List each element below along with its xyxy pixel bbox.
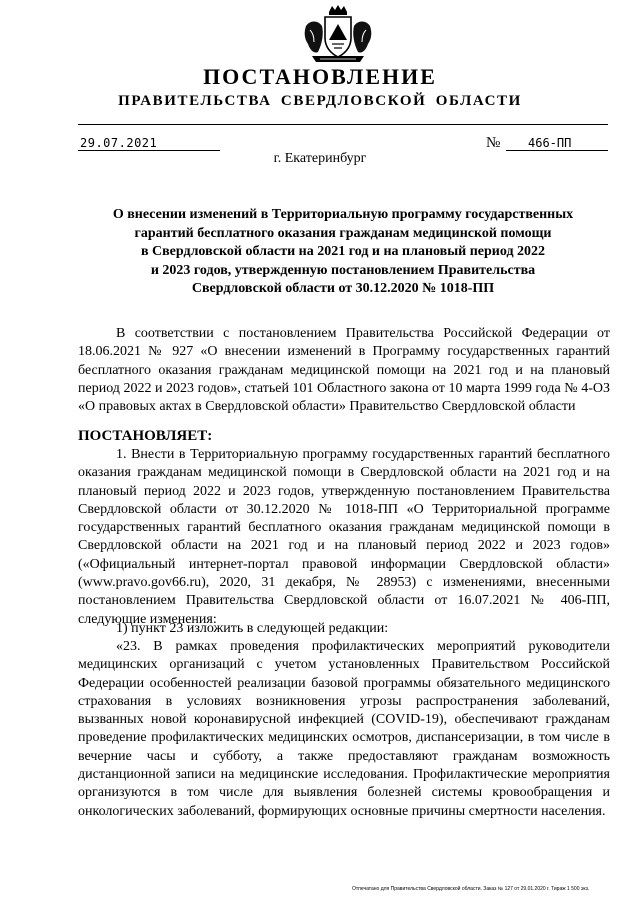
document-date: 29.07.2021: [78, 136, 220, 151]
heading-line: в Свердловской области на 2021 год и на плановый период 2022: [140, 244, 546, 259]
preamble-paragraph: [78, 325, 610, 416]
number-sign-label: №: [486, 135, 501, 151]
item-1-text: 1. Внести в Территориальную программу государственных гарантий бесплатного оказания гражданам медицинской помощи в Свердловской области на 2021 год и на плановый период 2022 и 2023 годов, утвержденную постановлением Правительства Свердловской области от 30.12.2020 № 1018-ПП «О Территориальной программе государственных гарантий бесплатного оказания гражданам медицинской помощи в Свердловской области на 2021 год и на плановый период 2022 и 2023 годов» («Официальный интернет-портал правовой информации Свердловской области» (www.pravo.gov66.ru), 2020, 31 декабря, № 28953) с изменениями, внесенными постановлением Правительства Свердловской области от 16.07.2021 № 406-ПП, следующие изменения:: [78, 447, 610, 627]
heading-line: и 2023 годов, утвержденную постановлением Правительства: [150, 262, 536, 278]
heading-line: Свердловской области от 30.12.2020 № 1018-ПП: [191, 281, 495, 296]
issuing-body-title: ПРАВИТЕЛЬСТВА СВЕРДЛОВСКОЙ ОБЛАСТИ: [118, 93, 522, 109]
coat-of-arms-emblem: [298, 4, 378, 66]
city-label: г. Екатеринбург: [273, 151, 367, 166]
header-divider: [78, 124, 608, 125]
quoted-clause-23: [78, 638, 610, 821]
document-heading: [80, 206, 606, 299]
print-footer-note: Отпечатано для Правительства Свердловской области. Заказ № 127 от 29.01.2020 г. Тираж 1 500 экз.: [352, 886, 590, 892]
quoted-clause-text: «23. В рамках проведения профилактических мероприятий руководители медицинских организаций с учетом установленных Правительством Российской Федерации особенностей реализации базовой программы обязательного медицинского страхования в условиях возникновения угрозы распространения заболеваний, вызванных новой коронавирусной инфекцией (COVID-19), обеспечивают гражданам проведение профилактических медицинских осмотров, диспансеризации, в том числе в вечерние часы и субботу, а также предоставляют гражданам возможность дистанционной записи на медицинские исследования. Профилактические мероприятия организуются в том числе для выявления болезней системы кровообращения и онкологических заболеваний, формирующих основные причины смертности населения.: [78, 639, 610, 819]
heading-line: О внесении изменений в Территориальную программу государственных: [112, 207, 574, 222]
item-1-paragraph: [78, 446, 610, 629]
heading-line: гарантий бесплатного оказания гражданам медицинской помощи: [134, 225, 552, 241]
preamble-text: В соответствии с постановлением Правительства Российской Федерации от 18.06.2021 № 927 «О внесении изменений в Программу государственных гарантий бесплатного оказания гражданам медицинской помощи на 2021 год и на плановый период 2022 и 2023 годов», статьей 101 Областного закона от 10 марта 1999 года № 4-ОЗ «О правовых актах в Свердловской области» Правительство Свердловской области: [78, 326, 610, 415]
subitem-1-text: 1) пункт 23 изложить в следующей редакции:: [116, 621, 389, 636]
document-number: 466-ПП: [506, 136, 608, 151]
resolves-label: ПОСТАНОВЛЯЕТ:: [78, 428, 213, 444]
subitem-1-paragraph: [78, 620, 610, 638]
document-type-title: ПОСТАНОВЛЕНИЕ: [203, 64, 437, 89]
